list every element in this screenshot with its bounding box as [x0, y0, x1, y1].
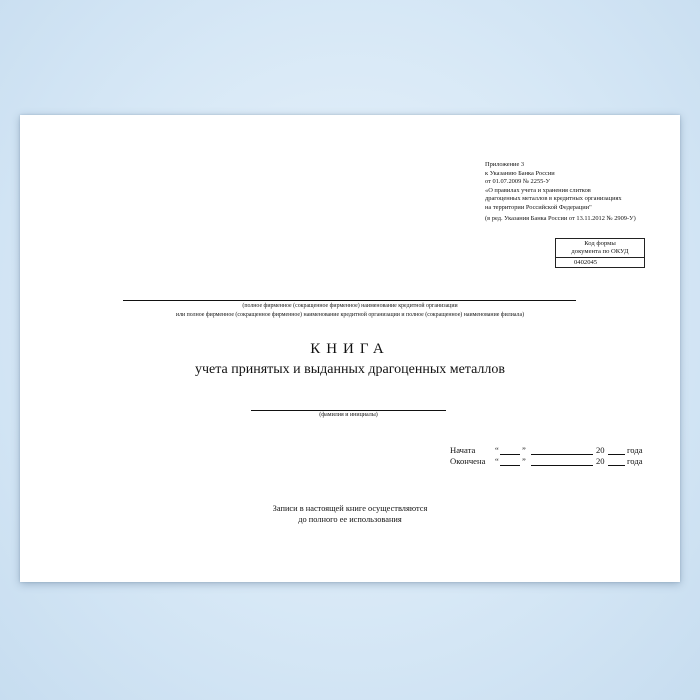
- document-page: [20, 115, 680, 582]
- year-blank: [608, 465, 625, 466]
- open-quote: “: [495, 445, 499, 455]
- name-initials-line: [251, 410, 446, 411]
- appendix-line: от 01.07.2009 № 2255-У: [485, 178, 550, 186]
- okud-code: 0402045: [556, 257, 644, 267]
- appendix-line: Приложение 3: [485, 161, 525, 168]
- organization-caption-line: или полное фирменное (сокращенное фирменное) наименование кредитной организации и полное (сокращенное) наименование филиала): [175, 312, 525, 318]
- usage-note-line: до полного ее использования: [298, 515, 402, 524]
- appendix-line: на территории Российской Федерации": [485, 203, 592, 211]
- close-quote: ”: [522, 456, 526, 466]
- organization-caption: [60, 302, 640, 320]
- year-suffix: года: [627, 456, 643, 466]
- appendix-line: драгоценных металлов в кредитных организациях: [485, 195, 622, 203]
- usage-note-line: Записи в настоящей книге осуществляются: [272, 504, 428, 513]
- name-initials-caption: (фамилия и инициалы): [319, 412, 378, 418]
- month-blank: [531, 465, 593, 466]
- day-blank: [500, 454, 520, 455]
- organization-name-line: [123, 300, 576, 301]
- book-subtitle: учета принятых и выданных драгоценных металлов: [194, 362, 506, 377]
- appendix-line: «О правилах учета и хранения слитков: [485, 186, 591, 194]
- appendix-line: к Указанию Банка России: [485, 169, 555, 177]
- start-date-label: Начата: [450, 445, 476, 455]
- dates-block: [450, 445, 650, 467]
- organization-caption-line: (полное фирменное (сокращенное фирменное) наименование кредитной организации: [242, 303, 458, 309]
- end-date-row: [450, 456, 650, 467]
- okud-label-line: документа по ОКУД: [571, 248, 629, 256]
- year-blank: [608, 454, 625, 455]
- year-suffix: года: [627, 445, 643, 455]
- okud-label-line: Код формы: [584, 240, 616, 247]
- usage-note: [190, 503, 510, 525]
- appendix-edition: (в ред. Указания Банка России от 13.11.2012 № 2909-У): [485, 214, 636, 222]
- end-date-label: Окончена: [450, 456, 486, 466]
- year-prefix: 20: [596, 456, 605, 466]
- appendix-header: [485, 161, 670, 223]
- open-quote: “: [495, 456, 499, 466]
- year-prefix: 20: [596, 445, 605, 455]
- day-blank: [500, 465, 520, 466]
- start-date-row: [450, 445, 650, 456]
- okud-label: [556, 239, 644, 257]
- month-blank: [531, 454, 593, 455]
- book-title: КНИГА: [310, 341, 390, 357]
- okud-code-box: [555, 238, 645, 268]
- close-quote: ”: [522, 445, 526, 455]
